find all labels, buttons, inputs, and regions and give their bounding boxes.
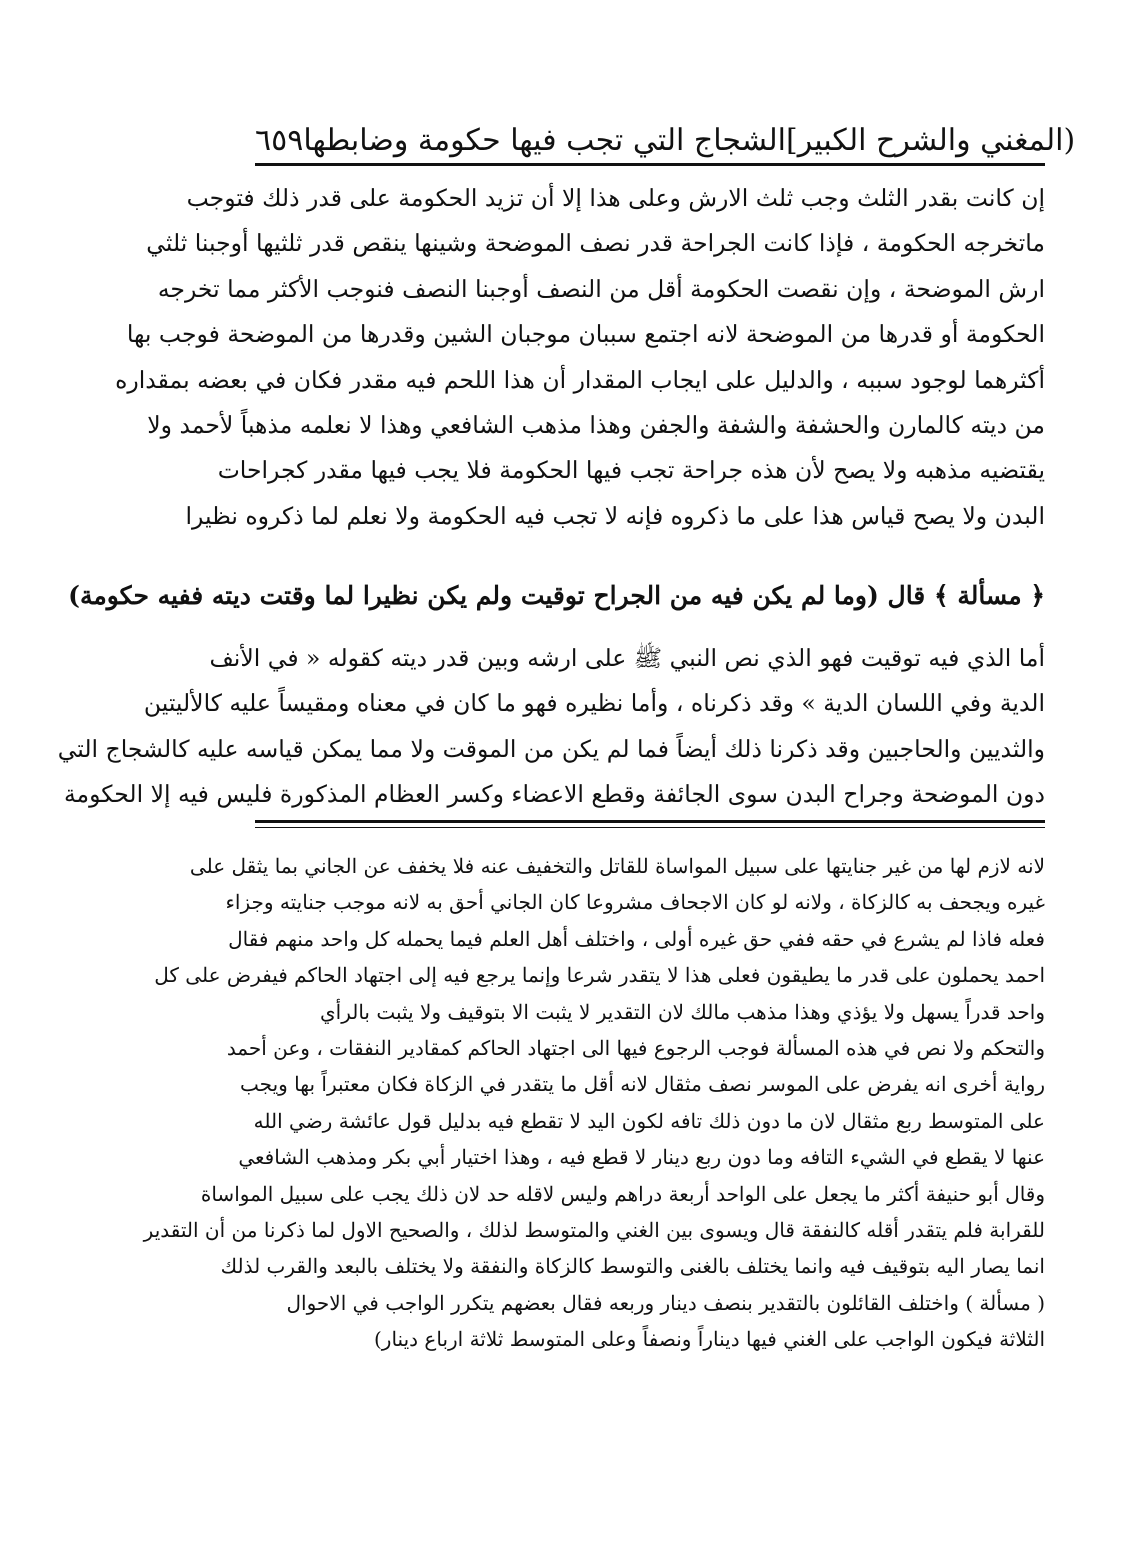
- footnote-line: الثلاثة فيكون الواجب على الغني فيها ديناراً ونصفاً وعلى المتوسط ثلاثة ارباع دينار): [374, 1327, 1045, 1352]
- page-number: ٦٥٩: [255, 123, 304, 158]
- text-line: ارش الموضحة ، وإن نقصت الحكومة أقل من النصف أوجبنا النصف فنوجب الأكثر مما تخرجه: [157, 274, 1045, 303]
- text-line: ماتخرجه الحكومة ، فإذا كانت الجراحة قدر نصف الموضحة وشينها ينقص قدر ثلثيها أوجبنا ثلثي: [146, 229, 1045, 258]
- text-line: الدية وفي اللسان الدية » وقد ذكرناه ، وأما نظيره فهو ما كان في معناه ومقيساً عليه كالأليتين: [143, 689, 1045, 718]
- footnote-line: للقرابة فلم يتقدر أقله كالنفقة قال ويسوى بين الغني والمتوسط لذلك ، والصحيح الاول لما ذكرنا من أن التقدير: [143, 1217, 1045, 1242]
- footnote-line: عنها لا يقطع في الشيء التافه وما دون ربع دينار لا قطع فيه ، وهذا اختيار أبي بكر ومذهب الشافعي: [238, 1145, 1045, 1170]
- footnote-line: على المتوسط ربع مثقال لان ما دون ذلك تافه لكون اليد لا تقطع فيه بدليل قول عائشة رضي الله: [253, 1108, 1045, 1133]
- footnote-line: فعله فاذا لم يشرع في حقه ففي حق غيره أولى ، واختلف أهل العلم فيما يحمله كل واحد منهم فقال: [228, 926, 1045, 951]
- footnote-line: واحد قدراً يسهل ولا يؤذي وهذا مذهب مالك لان التقدير لا يثبت الا بتوقيف ولا يثبت بالرأي: [320, 999, 1045, 1024]
- text-line: الحكومة أو قدرها من الموضحة لانه اجتمع سببان موجبان الشين وقدرها من الموضحة فوجب بها: [126, 320, 1045, 349]
- footnote-separator-thin: [255, 827, 1045, 828]
- text-line: من ديته كالمارن والحشفة والشفة والجفن وهذا مذهب الشافعي وهذا لا نعلمه مذهباً لأحمد ولا: [147, 410, 1045, 439]
- footnote-separator-thick: [255, 820, 1045, 823]
- footnote-line: لانه لازم لها من غير جنايتها على سبيل المواساة للقاتل والتخفيف عنه فلا يخفف عن الجاني بما يثقل على: [189, 854, 1045, 878]
- text-line: والثديين والحاجبين وقد ذكرنا ذلك أيضاً فما لم يكن من الموقت ولا مما يمكن قياسه عليه كالشجاج التي: [57, 734, 1045, 763]
- footnote-line: ( مسألة ) واختلف القائلون بالتقدير بنصف دينار وربعه فقال بعضهم يتكرر الواجب في الاحوال: [286, 1290, 1045, 1315]
- text-line: إن كانت بقدر الثلث وجب ثلث الارش وعلى هذا إلا أن تزيد الحكومة على قدر ذلك فتوجب: [186, 184, 1045, 212]
- text-line: البدن ولا يصح قياس هذا على ما ذكروه فإنه لا تجب فيه الحكومة ولا نعلم لما ذكروه نظيرا: [185, 501, 1045, 530]
- page-header: [255, 80, 1076, 160]
- text-line: يقتضيه مذهبه ولا يصح لأن هذه جراحة تجب فيها الحكومة فلا يجب فيها مقدر كجراحات: [217, 456, 1045, 485]
- main-text-top: [115, 176, 1045, 539]
- footnote-line: وقال أبو حنيفة أكثر ما يجعل على الواحد أربعة دراهم وليس لاقله حد لان ذلك يجب على سبيل المواساة: [200, 1181, 1045, 1206]
- footnote-line: غيره ويجحف به كالزكاة ، ولانه لو كان الاجحاف مشروعا كان الجاني أحق به لانه موجب جنايته وجزاء: [225, 890, 1045, 915]
- text-line: أما الذي فيه توقيت فهو الذي نص النبي ﷺ على ارشه وبين قدر ديته كقوله « في الأنف: [209, 644, 1045, 672]
- footnote-line: احمد يحملون على قدر ما يطيقون فعلى هذا لا يتقدر شرعا وإنما يرجع فيه إلى اجتهاد الحاكم فيفرض على كل: [154, 963, 1045, 988]
- header-rule: [255, 163, 1045, 166]
- book-title: [المغني والشرح الكبير): [786, 123, 1076, 158]
- issue-heading: ﴿ مسألة ﴾ قال (وما لم يكن فيه من الجراح توقيت ولم يكن نظيرا لما وقتت ديته ففيه حكومة): [68, 581, 1045, 610]
- text-line: دون الموضحة وجراح البدن سوى الجائفة وقطع الاعضاء وكسر العظام المذكورة فليس فيه إلا الحكومة: [63, 780, 1045, 809]
- chapter-title: الشجاج التي تجب فيها حكومة وضابطها: [303, 123, 786, 158]
- footnote-line: والتحكم ولا نص في هذه المسألة فوجب الرجوع فيها الى اجتهاد الحاكم كمقادير النفقات ، وعن أحمد: [226, 1035, 1045, 1060]
- text-line: أكثرهما لوجود سببه ، والدليل على ايجاب المقدار أن هذا اللحم فيه مقدر فكان في بعضه بمقداره: [115, 365, 1045, 394]
- main-text-bottom: [57, 636, 1045, 818]
- footnote-text: [143, 848, 1045, 1357]
- footnote-line: رواية أخرى انه يفرض على الموسر نصف مثقال لانه أقل ما يتقدر في الزكاة فكان معتبراً بها ويجب: [240, 1072, 1045, 1097]
- footnote-line: انما يصار اليه بتوقيف فيه وانما يختلف بالغنى والتوسط كالزكاة والنفقة ولا يختلف بالبعد والقرب لذلك: [220, 1254, 1045, 1279]
